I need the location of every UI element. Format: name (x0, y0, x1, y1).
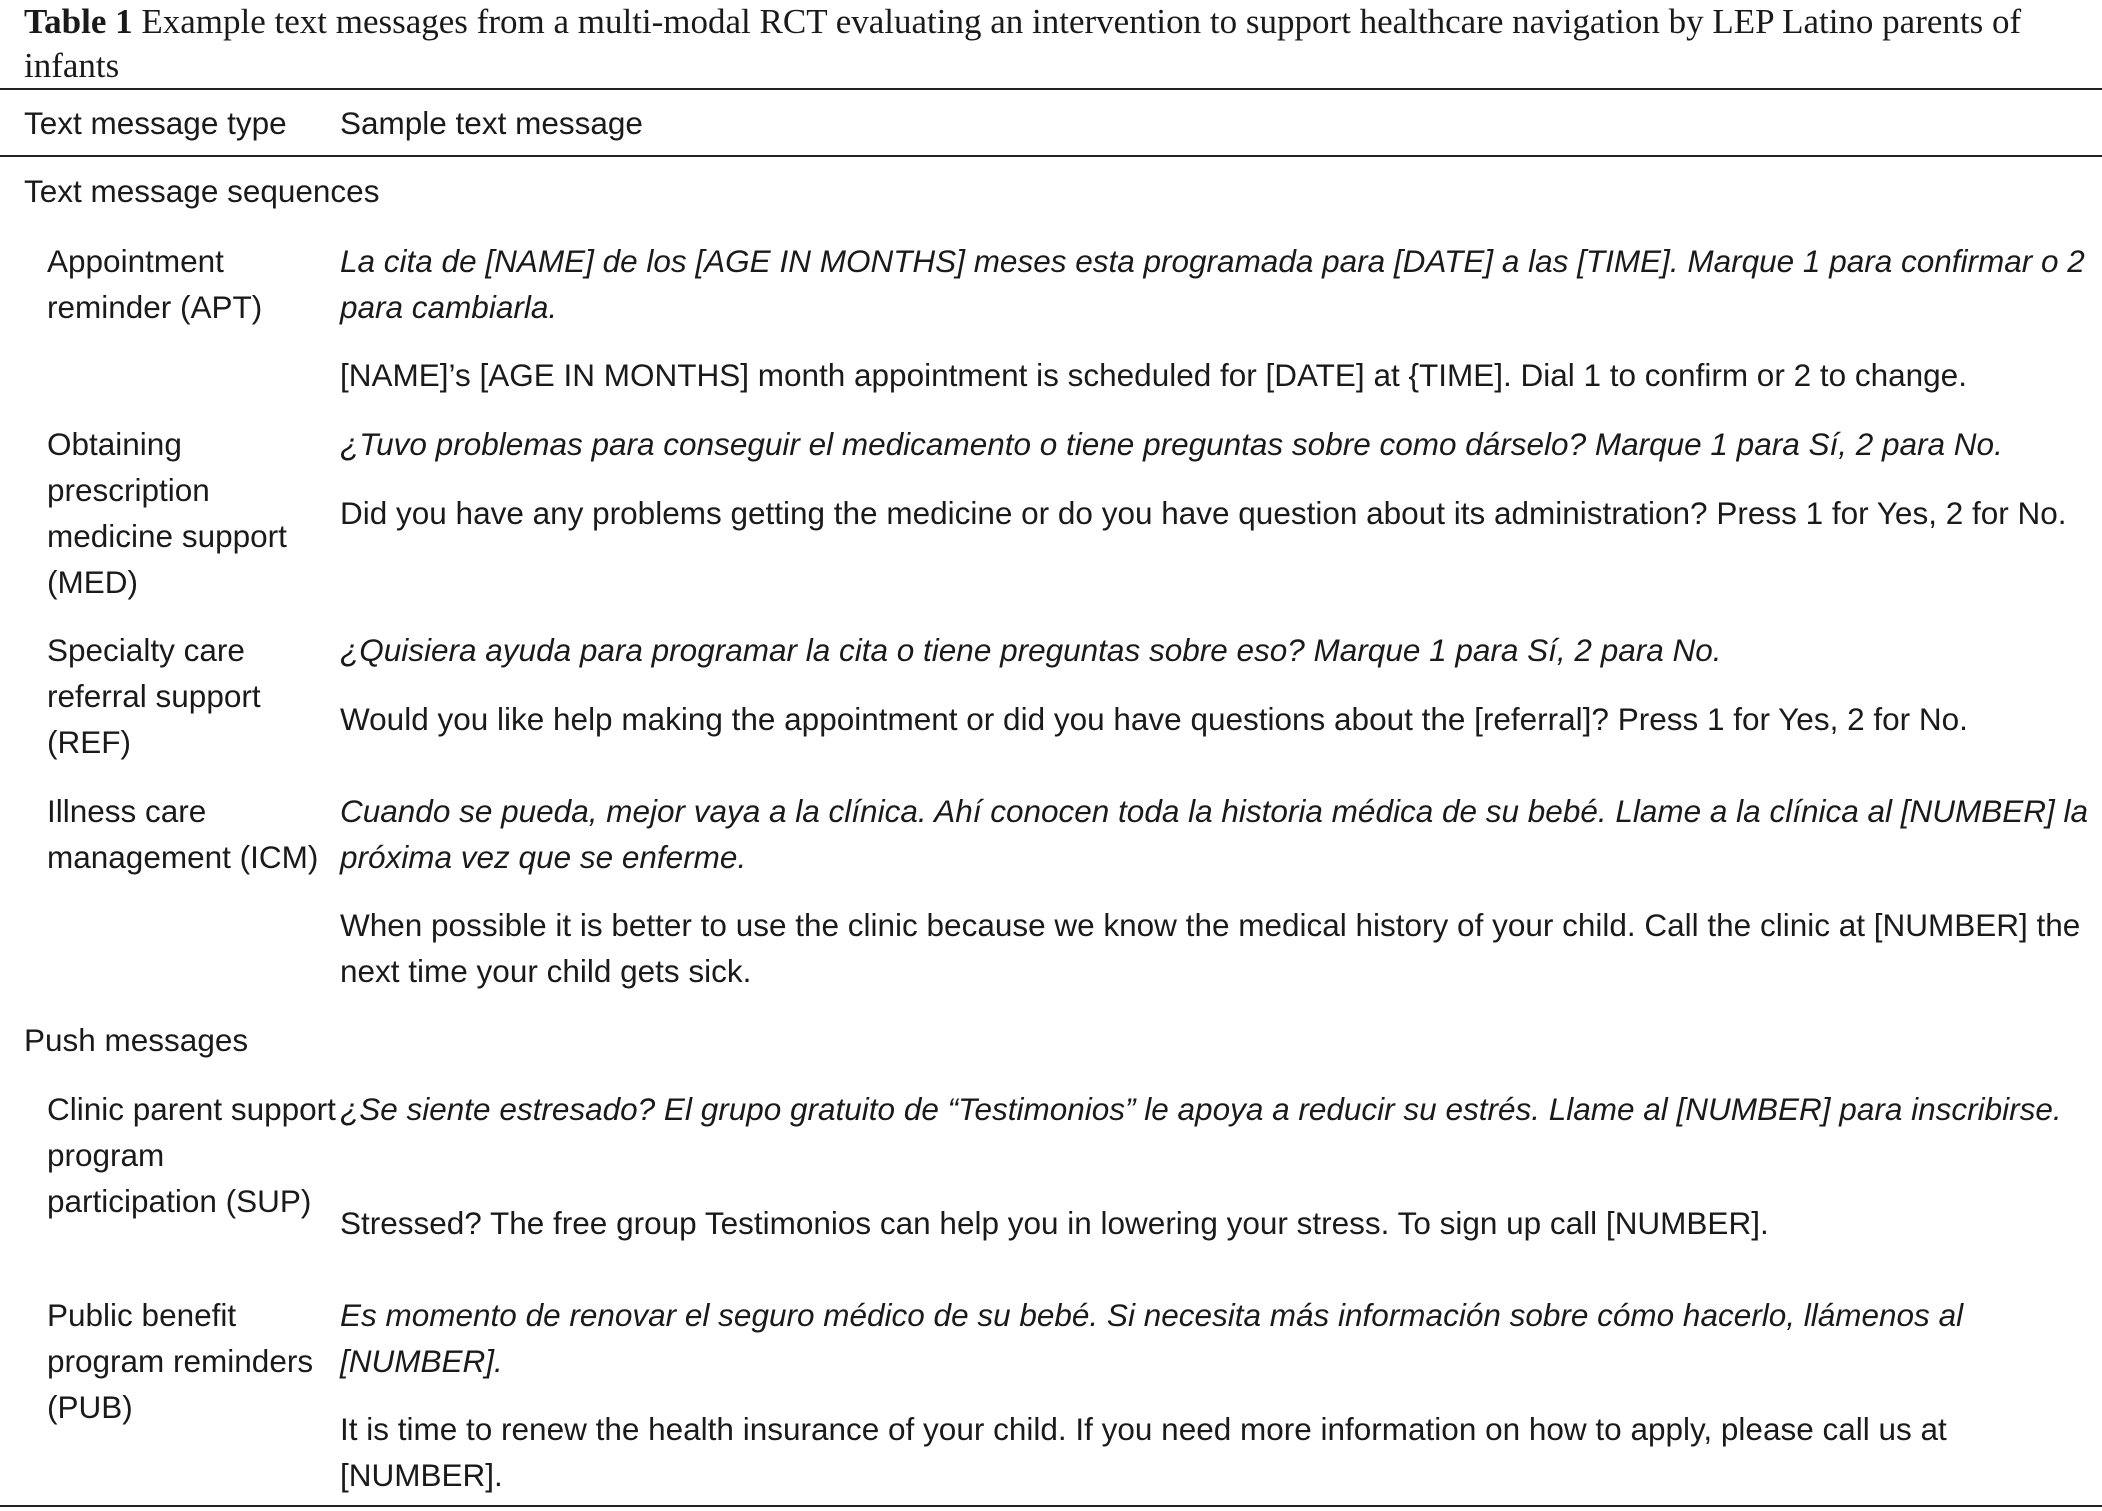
row-type-ref: Specialty care referral support (REF) (47, 632, 261, 760)
table-label: Table 1 (24, 2, 133, 41)
bottom-rule (0, 1505, 2102, 1507)
row-type-icm: Illness care management (ICM) (47, 793, 319, 875)
row-type-pub: Public benefit program reminders (PUB) (47, 1297, 314, 1425)
table-caption (24, 0, 2084, 88)
row-english-pub: It is time to renew the health insurance of your child. If you need more information on how to apply, please call us at [NUMBER]. (340, 1411, 1947, 1493)
row-spanish-icm: Cuando se pueda, mejor vaya a la clínica. Ahí conocen toda la historia médica de su bebé. Llame a la clínica al [NUMBER] la próxima vez que se enferme. (340, 793, 2089, 875)
row-type-apt: Appointment reminder (APT) (47, 243, 263, 325)
top-rule (0, 88, 2102, 90)
row-spanish-apt: La cita de [NAME] de los [AGE IN MONTHS] meses esta programada para [DATE] a las [TIME]. Marque 1 para confirmar o 2 para cambiarla. (340, 243, 2085, 325)
table-caption-text: Example text messages from a multi-modal RCT evaluating an intervention to support healthcare navigation by LEP Latino parents of infants (24, 2, 2022, 85)
row-spanish-med: ¿Tuvo problemas para conseguir el medicamento o tiene preguntas sobre como dárselo? Marque 1 para Sí, 2 para No. (340, 426, 2003, 462)
column-header-sample: Sample text message (340, 105, 643, 141)
row-english-sup: Stressed? The free group Testimonios can help you in lowering your stress. To sign up call [NUMBER]. (340, 1205, 1769, 1241)
header-rule (0, 155, 2102, 157)
row-spanish-pub: Es momento de renovar el seguro médico de su bebé. Si necesita más información sobre cómo hacerlo, llámenos al [NUMBER]. (340, 1297, 1964, 1379)
row-type-med: Obtaining prescription medicine support (MED) (47, 426, 287, 600)
section-title-text-message-sequences: Text message sequences (24, 173, 380, 209)
row-english-apt: [NAME]’s [AGE IN MONTHS] month appointment is scheduled for [DATE] at {TIME]. Dial 1 to confirm or 2 to change. (340, 357, 1967, 393)
row-spanish-sup: ¿Se siente estresado? El grupo gratuito de “Testimonios” le apoya a reducir su estrés. Llame al [NUMBER] para inscribirse. (340, 1091, 2062, 1127)
row-spanish-ref: ¿Quisiera ayuda para programar la cita o tiene preguntas sobre eso? Marque 1 para Sí, 2 para No. (340, 632, 1722, 668)
row-type-sup: Clinic parent support program participation (SUP) (47, 1091, 336, 1219)
section-title-push-messages: Push messages (24, 1022, 249, 1058)
column-header-type: Text message type (24, 105, 287, 141)
row-english-icm: When possible it is better to use the clinic because we know the medical history of your child. Call the clinic at [NUMBER] the next time your child gets sick. (340, 907, 2081, 989)
row-english-med: Did you have any problems getting the medicine or do you have question about its administration? Press 1 for Yes, 2 for No. (340, 495, 2067, 531)
row-english-ref: Would you like help making the appointment or did you have questions about the [referral]? Press 1 for Yes, 2 for No. (340, 701, 1968, 737)
